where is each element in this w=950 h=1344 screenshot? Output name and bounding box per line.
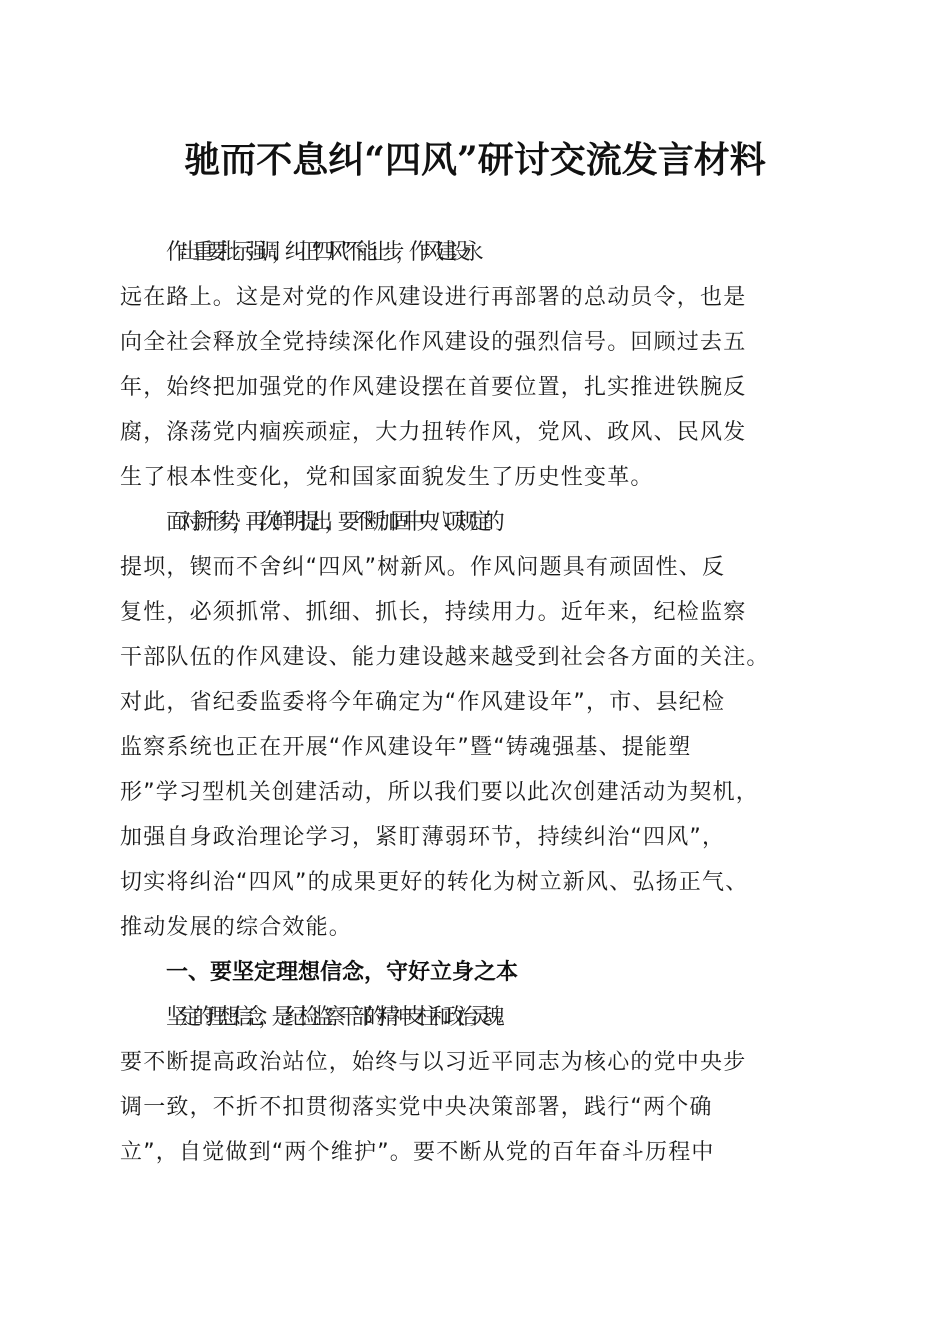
paragraph-line: 腐，涤荡党内痼疾顽症，大力扭转作风，党风、政风、民风发 (120, 420, 747, 445)
paragraph-line: 提坝，锲而不舍纠“四风”树新风。作风问题具有顽固性、反 (120, 555, 726, 580)
paragraph-line: 推动发展的综合效能。 (120, 915, 353, 940)
section-heading: 一、要坚定理想信念，守好立身之本 (166, 960, 519, 985)
paragraph-line: 对此，省纪委监委将今年确定为“作风建设年”，市、县纪检 (120, 690, 726, 715)
paragraph-line: 形”学习型机关创建活动，所以我们要以此次创建活动为契机， (120, 780, 759, 805)
paragraph-line: 调一致，不折不扣贯彻落实党中央决策部署，践行“两个确 (120, 1095, 713, 1120)
paragraph-line: 作出重要批示强调，纠正“四风”不能止步，作风建设永 (166, 240, 475, 265)
paragraph-line: 生了根本性变化，党和国家面貌发生了历史性变革。 (120, 465, 654, 490)
paragraph-line: 切实将纠治“四风”的成果更好的转化为树立新风、弘扬正气、 (120, 870, 749, 895)
paragraph-line: 加强自身政治理论学习，紧盯薄弱环节，持续纠治“四风”， (120, 825, 726, 850)
document-title: 驰而不息纠“四风”研讨交流发言材料 (184, 139, 766, 181)
paragraph-line: 要不断提高政治站位，始终与以习近平同志为核心的党中央步 (120, 1050, 747, 1075)
paragraph-line: 干部队伍的作风建设、能力建设越来越受到社会各方面的关注。 (120, 645, 770, 670)
paragraph-line: 复性，必须抓常、抓细、抓长，持续用力。近年来，纪检监察 (120, 600, 747, 625)
paragraph-line: 坚定的理想信念，是纪检监察干部的精神支柱和政治灵魂 (166, 1005, 497, 1030)
paragraph-line: 监察系统也正在开展“作风建设年”暨“铸魂强基、提能塑 (120, 735, 692, 760)
paragraph-line: 远在路上。这是对党的作风建设进行再部署的总动员令，也是 (120, 285, 747, 310)
paragraph-line: 向全社会释放全党持续深化作风建设的强烈信号。回顾过去五 (120, 330, 747, 355)
paragraph-line: 年，始终把加强党的作风建设摆在首要位置，扎实推进铁腕反 (120, 375, 747, 400)
paragraph-line: 立”，自觉做到“两个维护”。要不断从党的百年奋斗历程中 (120, 1140, 715, 1165)
paragraph-line: 面对新形势，再次鲜明提出，要不断加固中央八项规定的 (166, 510, 497, 535)
